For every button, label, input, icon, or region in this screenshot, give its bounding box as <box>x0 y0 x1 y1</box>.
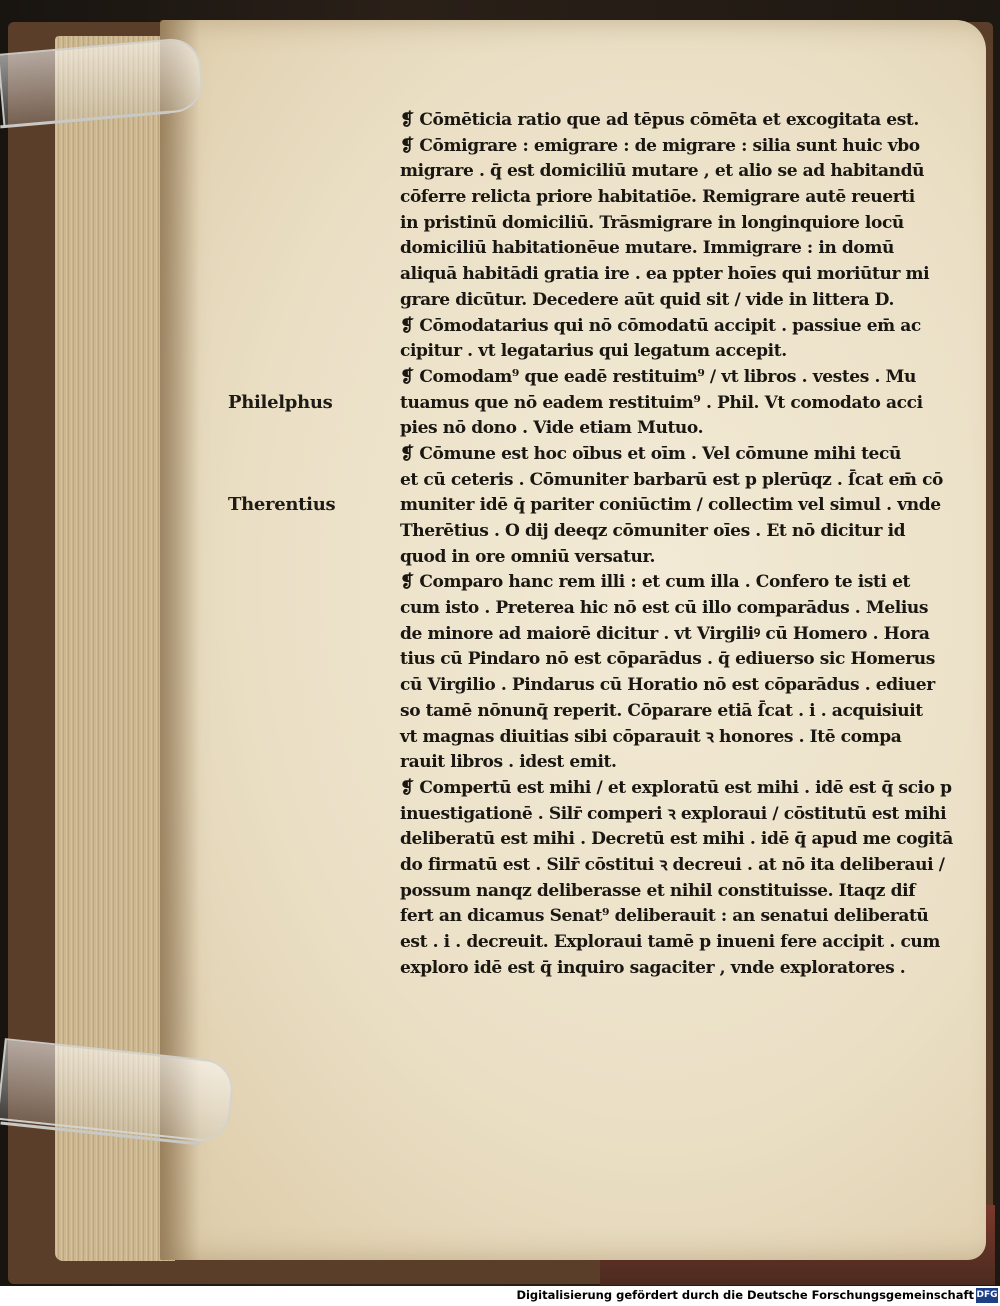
text-line: so tamē nōnunq̄ reperit. Cōparare etiā ſ̄cat . i . acquisiuit <box>400 700 923 721</box>
text-line: ❡ Comodam⁹ que eadē restituim⁹ / vt libros . vestes . Mu <box>400 366 916 387</box>
text-line: ❡ Cōmune est hoc oībus et oīm . Vel cōmune mihi tecū <box>400 443 901 464</box>
text-line: vt magnas diuitias sibi cōparauit ꝛ honores . Itē compa <box>400 726 902 747</box>
text-line: domiciliū habitationēue mutare. Immigrare : in domū <box>400 238 894 259</box>
text-line: de minore ad maiorē dicitur . vt Virgiliꝰ cū Homero . Hora <box>400 623 930 644</box>
text-line: muniter idē q̄ pariter coniūctim / collectim vel simul . vnde <box>400 495 941 516</box>
text-line: cum isto . Preterea hic nō est cū illo comparādus . Melius <box>400 598 929 619</box>
text-line: ❡ Compertū est mihi / et exploratū est mihi . idē est q̄ scio p <box>400 777 952 798</box>
text-line: fert an dicamus Senat⁹ deliberauit : an senatui deliberatū <box>400 906 929 927</box>
text-line: cōferre relicta priore habitatiōe. Remigrare autē reuerti <box>400 187 915 208</box>
text-line: migrare . q̄ est domiciliū mutare , et alio se ad habitandū <box>400 161 925 182</box>
text-line: quod in ore omniū versatur. <box>400 546 656 567</box>
text-line: tuamus que nō eadem restituim⁹ . Phil. Vt comodato acci <box>400 392 923 413</box>
text-line: Therētius . O dij deeqz cōmuniter oīes . Et nō dicitur id <box>400 521 906 541</box>
text-line: do firmatū est . Silr̄ cōstitui ꝛ decreui . at nō ita deliberaui / <box>400 854 945 875</box>
margin-note-philelphus: Philelphus <box>228 392 333 413</box>
margin-note-therentius: Therentius <box>228 494 336 515</box>
text-line: cū Virgilio . Pindarus cū Horatio nō est cōparādus . ediuer <box>400 675 935 696</box>
text-line: inuestigationē . Silr̄ comperi ꝛ exploraui / cōstitutū est mihi <box>400 803 947 824</box>
text-line: pies nō dono . Vide etiam Mutuo. <box>400 418 704 439</box>
text-line: et cū ceteris . Cōmuniter barbarū est p plerūqz . ſ̄cat em̄ cō <box>400 469 944 490</box>
text-line: ❡ Cōmodatarius qui nō cōmodatū accipit . passiue em̄ ac <box>400 315 921 336</box>
text-line: grare dicūtur. Decedere aūt quid sit / vide in littera D. <box>400 289 894 310</box>
text-line: tius cū Pindaro nō est cōparādus . q̄ ediuerso sic Homerus <box>400 649 935 670</box>
text-line: possum nanqz deliberasse et nihil constituisse. Itaqz dif <box>400 880 916 901</box>
text-line: deliberatū est mihi . Decretū est mihi . idē q̄ apud me cogitā <box>400 829 953 850</box>
text-line: ❡ Cōmēticia ratio que ad tēpus cōmēta et excogitata est. <box>400 110 919 130</box>
footer-credit-text: Digitalisierung gefördert durch die Deutsche Forschungsgemeinschaft <box>516 1288 974 1302</box>
text-line: exploro idē est q̄ inquiro sagaciter , vnde exploratores . <box>400 957 906 978</box>
text-line: aliquā habitādi gratia ire . ea ppter hoīes qui moriūtur mi <box>400 264 930 285</box>
page-text-block <box>400 108 965 981</box>
text-line: in pristinū domiciliū. Trāsmigrare in longinquiore locū <box>400 212 904 233</box>
text-line: cipitur . vt legatarius qui legatum accepit. <box>400 341 787 362</box>
text-line: ❡ Cōmigrare : emigrare : de migrare : silia sunt huic vbo <box>400 135 920 156</box>
text-line: est . i . decreuit. Exploraui tamē p inueni fere accipit . cum <box>400 932 941 952</box>
text-line: ❡ Comparo hanc rem illi : et cum illa . Confero te isti et <box>400 572 910 593</box>
text-line: rauit libros . idest emit. <box>400 752 617 773</box>
footer-bar <box>0 1286 1000 1306</box>
dfg-logo: DFG <box>976 1288 998 1303</box>
